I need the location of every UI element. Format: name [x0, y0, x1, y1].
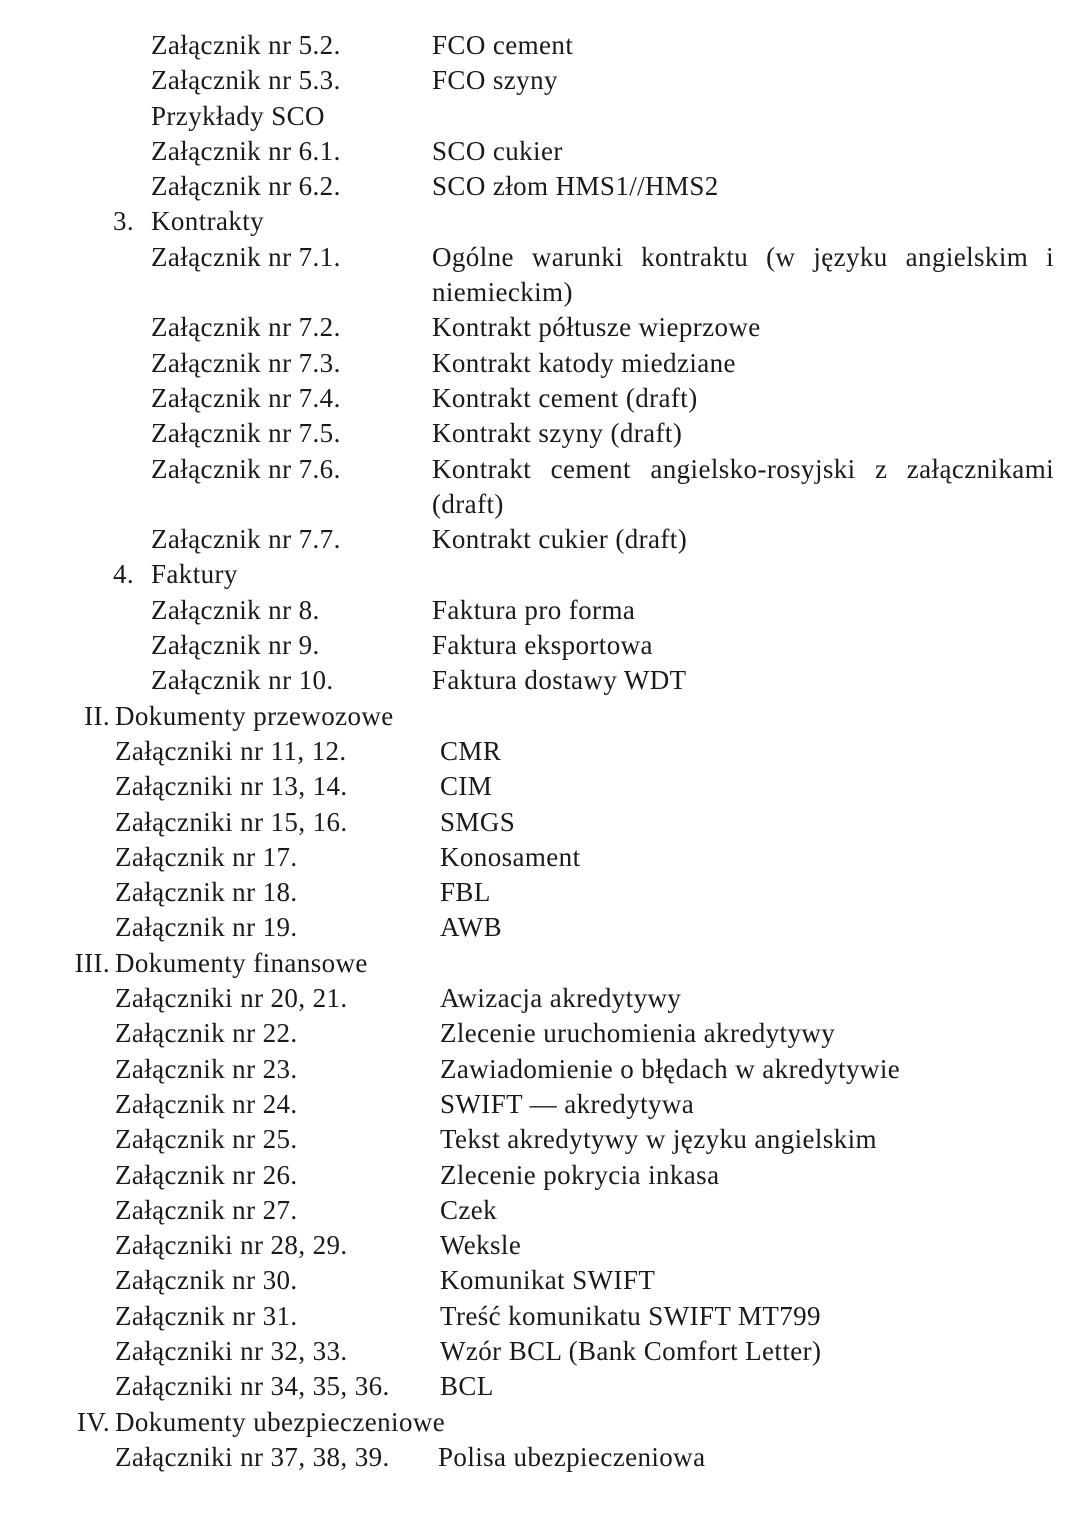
list-item — [0, 310, 1090, 345]
subsection-heading — [0, 204, 1090, 239]
section-heading — [0, 699, 1090, 734]
annex-label: Załącznik nr 7.2. — [151, 312, 341, 343]
list-item — [0, 1440, 1090, 1475]
annex-desc: Awizacja akredytywy — [440, 983, 682, 1014]
subsection-title: Faktury — [151, 559, 238, 590]
section-title: Dokumenty ubezpieczeniowe — [115, 1406, 446, 1437]
list-item — [0, 28, 1090, 63]
section-number: II. — [84, 700, 110, 731]
list-item — [0, 805, 1090, 840]
list-item — [0, 840, 1090, 875]
section-number: III. — [74, 947, 110, 978]
list-item — [0, 981, 1090, 1016]
annex-desc: Wzór BCL (Bank Comfort Letter) — [440, 1335, 822, 1366]
annex-label: Załącznik nr 7.3. — [151, 347, 341, 378]
list-item — [0, 134, 1090, 169]
list-item — [0, 169, 1090, 204]
section-title: Dokumenty przewozowe — [115, 700, 394, 731]
annex-desc: Treść komunikatu SWIFT MT799 — [440, 1300, 821, 1331]
list-item — [0, 1369, 1090, 1404]
list-item — [0, 734, 1090, 769]
annex-desc: FBL — [440, 877, 491, 908]
annex-desc: SCO cukier — [432, 135, 563, 166]
annex-desc: Kontrakt katody miedziane — [432, 347, 736, 378]
list-item — [0, 416, 1090, 451]
section-title: Dokumenty finansowe — [115, 947, 368, 978]
list-item — [0, 1193, 1090, 1228]
annex-label: Załącznik nr 19. — [115, 912, 298, 943]
annex-label: Załączniki nr 15, 16. — [115, 806, 348, 837]
annex-desc: Faktura dostawy WDT — [432, 665, 687, 696]
list-item — [0, 875, 1090, 910]
annex-label: Załącznik nr 7.6. — [151, 453, 341, 484]
document-page — [0, 28, 1090, 1475]
annex-label: Załącznik nr 23. — [115, 1053, 298, 1084]
annex-desc: Zlecenie uruchomienia akredytywy — [440, 1018, 836, 1049]
annex-desc: Polisa ubezpieczeniowa — [438, 1441, 706, 1472]
annex-desc: FCO szyny — [432, 65, 558, 96]
annex-desc: Ogólne warunki kontraktu (w języku angielskim i niemieckim) — [432, 241, 1054, 308]
annex-label: Załącznik nr 6.2. — [151, 171, 341, 202]
list-item — [0, 1228, 1090, 1263]
list-item — [0, 663, 1090, 698]
section-heading — [0, 1405, 1090, 1440]
annex-label: Załączniki nr 28, 29. — [115, 1230, 348, 1261]
annex-desc: SCO złom HMS1//HMS2 — [432, 171, 719, 202]
annex-label: Załącznik nr 5.2. — [151, 30, 341, 60]
annex-label: Załączniki nr 20, 21. — [115, 983, 348, 1014]
annex-desc: Tekst akredytywy w języku angielskim — [440, 1124, 877, 1155]
annex-label: Załącznik nr 17. — [115, 841, 298, 872]
list-item — [0, 63, 1090, 98]
list-item — [0, 1334, 1090, 1369]
annex-label: Załącznik nr 31. — [115, 1300, 298, 1331]
subsection-heading — [0, 557, 1090, 592]
list-item — [0, 593, 1090, 628]
annex-desc: BCL — [440, 1371, 494, 1402]
annex-label: Załącznik nr 6.1. — [151, 135, 341, 166]
list-item — [0, 769, 1090, 804]
annex-desc: CMR — [440, 735, 502, 766]
annex-desc: Kontrakt cement angielsko-rosyjski z załącznikami (draft) — [432, 453, 1054, 519]
annex-label: Załącznik nr 22. — [115, 1018, 298, 1049]
annex-label: Załącznik nr 7.7. — [151, 524, 341, 555]
annex-label: Załącznik nr 27. — [115, 1194, 298, 1225]
list-item — [0, 1122, 1090, 1157]
annex-label: Załącznik nr 26. — [115, 1159, 298, 1190]
annex-desc: Zlecenie pokrycia inkasa — [440, 1159, 720, 1190]
list-item — [0, 628, 1090, 663]
annex-desc: Komunikat SWIFT — [440, 1265, 656, 1296]
subheading — [0, 99, 1090, 134]
annex-label: Załączniki nr 13, 14. — [115, 771, 348, 802]
subsection-number: 3. — [113, 206, 135, 237]
list-item — [0, 1087, 1090, 1122]
annex-desc: Kontrakt cement (draft) — [432, 382, 698, 413]
annex-label: Załączniki nr 11, 12. — [115, 735, 347, 766]
annex-label: Załącznik nr 9. — [151, 630, 320, 661]
subsection-number: 4. — [113, 559, 135, 590]
list-item — [0, 1299, 1090, 1334]
subsection-title: Kontrakty — [151, 206, 265, 237]
annex-desc: CIM — [440, 771, 493, 802]
list-item — [0, 381, 1090, 416]
annex-desc: FCO cement — [432, 30, 574, 60]
annex-desc: Kontrakt szyny (draft) — [432, 418, 683, 449]
list-item — [0, 1263, 1090, 1298]
annex-label: Załącznik nr 25. — [115, 1124, 298, 1155]
list-item — [0, 910, 1090, 945]
annex-desc: Konosament — [440, 841, 581, 872]
annex-label: Załącznik nr 24. — [115, 1088, 298, 1119]
list-item — [0, 1158, 1090, 1193]
list-item — [0, 522, 1090, 557]
annex-label: Załącznik nr 7.5. — [151, 418, 341, 449]
annex-label: Załączniki nr 32, 33. — [115, 1335, 348, 1366]
annex-label: Załącznik nr 10. — [151, 665, 334, 696]
annex-label: Załącznik nr 30. — [115, 1265, 298, 1296]
annex-desc: Zawiadomienie o błędach w akredytywie — [440, 1053, 901, 1084]
annex-desc: SMGS — [440, 806, 516, 837]
section-number: IV. — [77, 1406, 110, 1437]
list-item — [0, 1052, 1090, 1087]
annex-desc: Czek — [440, 1194, 498, 1225]
annex-desc: Kontrakt cukier (draft) — [432, 524, 688, 555]
list-item — [0, 346, 1090, 381]
list-item — [0, 1016, 1090, 1051]
annex-label: Załącznik nr 5.3. — [151, 65, 341, 96]
list-item — [0, 240, 1090, 311]
annex-label: Załącznik nr 7.4. — [151, 382, 341, 413]
annex-label: Załączniki nr 34, 35, 36. — [115, 1371, 390, 1402]
annex-desc: Faktura pro forma — [432, 594, 636, 625]
annex-label: Załącznik nr 18. — [115, 877, 298, 908]
annex-desc: Faktura eksportowa — [432, 630, 653, 661]
sco-heading: Przykłady SCO — [151, 100, 325, 131]
annex-desc: AWB — [440, 912, 503, 943]
annex-label: Załącznik nr 7.1. — [151, 241, 341, 272]
annex-label: Załącznik nr 8. — [151, 594, 320, 625]
annex-desc: Kontrakt półtusze wieprzowe — [432, 312, 761, 343]
list-item — [0, 452, 1090, 523]
annex-desc: SWIFT — akredytywa — [440, 1088, 695, 1119]
annex-desc: Weksle — [440, 1230, 522, 1261]
annex-label: Załączniki nr 37, 38, 39. — [115, 1441, 390, 1472]
section-heading — [0, 946, 1090, 981]
